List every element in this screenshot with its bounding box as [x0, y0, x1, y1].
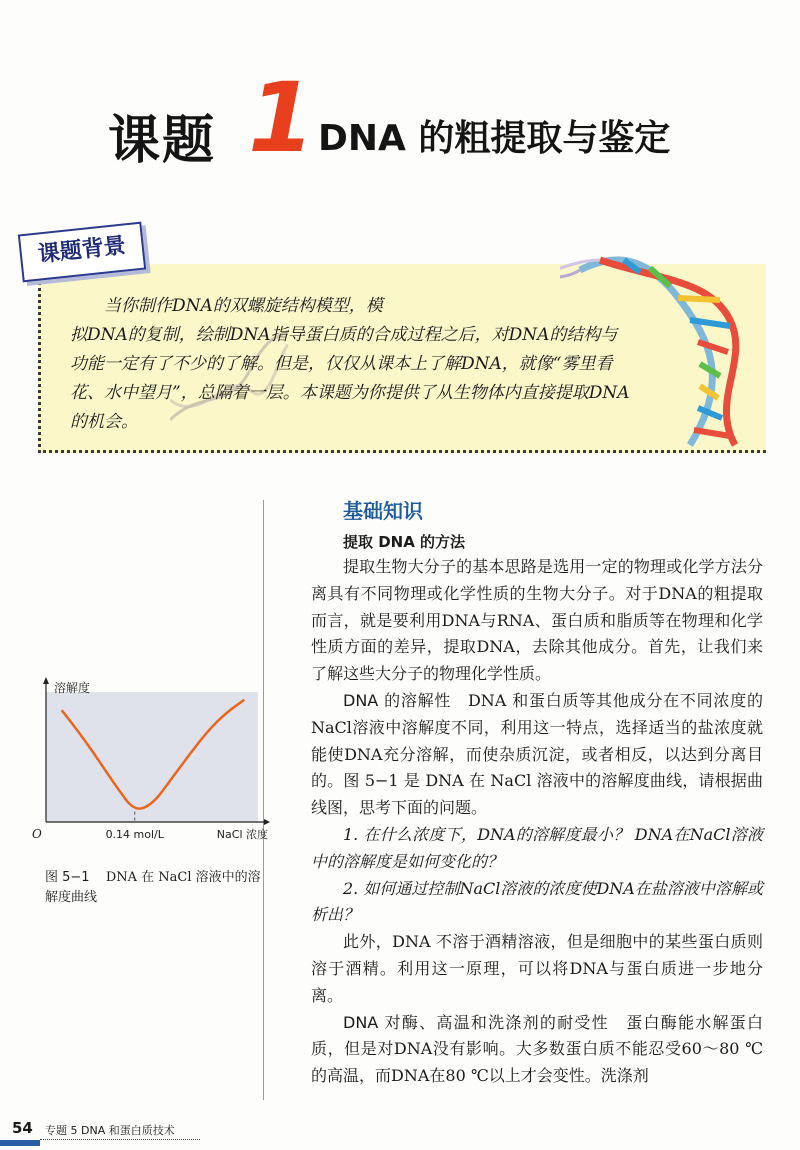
paragraph: 提取生物大分子的基本思路是选用一定的物理或化学方法分离具有不同物理或化学性质的生物大分子。对于DNA的粗提取而言，就是要利用DNA与RNA、蛋白质和脂质等在物理和化学性质方面的差异，提取DNA，去除其他成分。首先，让我们来了解这些大分子的物理化学性质。 [311, 557, 763, 684]
paragraph [311, 688, 763, 822]
title-main: DNA 的粗提取与鉴定 [318, 118, 671, 159]
paragraph-body: DNA 和蛋白质等其他成分在不同浓度的NaCl溶液中溶解度不同，利用这一特点，选择适当的盐浓度就能使DNA充分溶解，而使杂质沉淀，或者相反，以达到分离目的。图 5−1 是 DNA 在 NaCl 溶液中的溶解度曲线，请根据曲线图，思考下面的问题。 [311, 690, 763, 818]
origin-label: O [32, 827, 42, 841]
paragraph [311, 1010, 763, 1090]
footer-bar [0, 1140, 40, 1146]
body-text [311, 554, 763, 1090]
background-line: 的机会。 [70, 412, 138, 432]
solubility-chart [20, 672, 270, 852]
lesson-title [0, 62, 800, 180]
title-prefix: 课题 [108, 111, 217, 171]
background-text [70, 292, 670, 437]
figure-caption [45, 868, 265, 908]
x-axis-arrow [264, 819, 270, 825]
section-subtitle: 提取 DNA 的方法 [343, 533, 466, 551]
footer-chapter: 专题 5 DNA 和蛋白质技术 [45, 1124, 175, 1137]
question: 1. 在什么浓度下，DNA的溶解度最小？ DNA在NaCl溶液中的溶解度是如何变化的？ [311, 824, 763, 871]
question: 2. 如何通过控制NaCl溶液的浓度使DNA在盐溶液中溶解或析出？ [311, 878, 763, 925]
title-number: 1 [248, 62, 315, 174]
x-axis-label: NaCl 浓度 [216, 828, 268, 841]
background-line: 拟DNA的复制，绘制DNA指导蛋白质的合成过程之后，对DNA的结构与 [70, 325, 618, 345]
background-line: 当你制作DNA的双螺旋结构模型，模 [104, 296, 383, 316]
y-axis-label: 溶解度 [54, 681, 91, 695]
paragraph-heading: DNA 的溶解性 [343, 690, 452, 710]
figure-label: 图 5−1 [45, 870, 90, 885]
section-title: 基础知识 [343, 499, 423, 523]
background-line: 花、水中望月”，总隔着一层。本课题为你提供了从生物体内直接提取DNA [70, 383, 630, 403]
paragraph-body: 蛋白酶能水解蛋白质，但是对DNA没有影响。大多数蛋白质不能忍受60～80 ℃的高温，而DNA在80 ℃以上才会变性。洗涤剂 [311, 1012, 763, 1086]
footer-line [40, 1139, 200, 1140]
page-number: 54 [12, 1119, 33, 1137]
minimum-tick-label: 0.14 mol/L [105, 828, 164, 841]
figure-caption-text: DNA 在 NaCl 溶液中的溶解度曲线 [45, 870, 261, 905]
paragraph-heading: DNA 对酶、高温和洗涤剂的耐受性 [343, 1012, 609, 1032]
background-line: 功能一定有了不少的了解。但是，仅仅从课本上了解DNA，就像“雾里看 [70, 354, 613, 374]
y-axis-arrow [43, 677, 49, 684]
paragraph: 此外，DNA 不溶于酒精溶液，但是细胞中的某些蛋白质则溶于酒精。利用这一原理，可以将DNA与蛋白质进一步地分离。 [311, 932, 763, 1005]
background-tag: 课题背景 [18, 222, 146, 283]
